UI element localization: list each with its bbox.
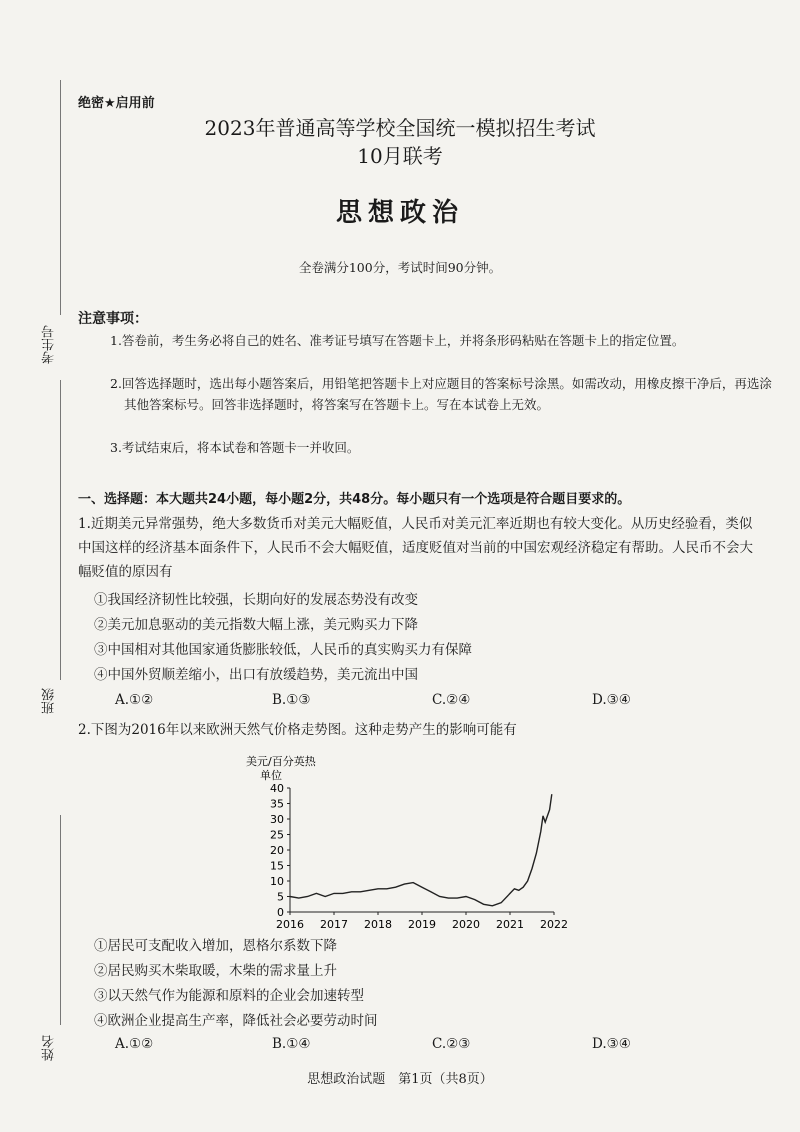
exam-no-label: 考生号 [42,325,57,364]
note-item: 3.考试结束后，将本试卷和答题卡一并收回。 [110,440,360,455]
y-tick-label: 40 [270,782,284,795]
y-tick-label: 15 [270,859,284,873]
q2-item: ④欧洲企业提高生产率，降低社会必要劳动时间 [94,1013,378,1029]
chart-ylabel: 美元/百分英热 [246,755,316,768]
section-heading: 一、选择题：本大题共24小题，每小题2分，共48分。每小题只有一个选项是符合题目要求的。 [78,492,631,507]
confidential-label: 绝密★启用前 [78,96,155,111]
q1-option-b[interactable]: B.①③ [272,692,311,708]
q1-item: ④中国外贸顺差缩小，出口有放缓趋势，美元流出中国 [94,667,418,683]
q2-item: ②居民购买木柴取暖，木柴的需求量上升 [94,963,337,979]
class-label: 班级 [42,688,57,714]
q2-option-a[interactable]: A.①② [115,1036,154,1052]
y-tick-label: 30 [270,813,284,826]
y-tick-label: 25 [270,828,284,842]
binding-line [60,380,61,680]
x-tick-label: 2016 [276,918,304,931]
exam-subtitle: 10月联考 [357,144,443,168]
q2-item: ③以天然气作为能源和原料的企业会加速转型 [94,988,364,1004]
x-tick-label: 2022 [540,918,568,931]
exam-title: 2023年普通高等学校全国统一模拟招生考试 [204,116,596,140]
y-tick-label: 5 [277,890,284,904]
exam-meta: 全卷满分100分，考试时间90分钟。 [298,260,502,275]
chart-ylabel-unit: 单位 [260,769,282,782]
y-tick-label: 35 [270,797,284,811]
x-tick-label: 2019 [408,918,436,931]
y-tick-label: 20 [270,844,284,857]
x-tick-label: 2020 [452,918,480,931]
note-item: 1.答卷前，考生务必将自己的姓名、准考证号填写在答题卡上，并将条形码粘贴在答题卡上的指定位置。 [110,333,685,348]
q1-option-c[interactable]: C.②④ [432,692,471,708]
binding-line [60,80,61,315]
q2-option-b[interactable]: B.①④ [272,1036,311,1052]
q1-item: ②美元加息驱动的美元指数大幅上涨，美元购买力下降 [94,617,418,633]
q1-option-a[interactable]: A.①② [115,692,154,708]
y-tick-label: 10 [270,875,284,888]
q1-item: ③中国相对其他国家通货膨胀较低，人民币的真实购买力有保障 [94,642,472,658]
binding-line [60,815,61,1025]
note-item: 2.回答选择题时，选出每小题答案后，用铅笔把答题卡上对应题目的答案标号涂黑。如需改动，用橡皮擦干净后，再选涂其他答案标号。回答非选择题时，将答案写在答题卡上。写在本试卷上无效。 [110,376,772,412]
notes-heading: 注意事项： [78,311,148,327]
q2-item: ①居民可支配收入增加，恩格尔系数下降 [94,938,337,954]
subject-title: 思想政治 [335,198,464,228]
q2-stem: 2.下图为2016年以来欧洲天然气价格走势图。这种走势产生的影响可能有 [78,722,517,738]
q2-option-d[interactable]: D.③④ [592,1036,631,1052]
x-tick-label: 2017 [320,918,348,931]
page-footer: 思想政治试题 第1页（共8页） [307,1072,493,1087]
y-tick-label: 0 [277,906,284,919]
q1-stem: 1.近期美元异常强势，绝大多数货币对美元大幅贬值，人民币对美元汇率近期也有较大变化。从历史经验看，类似中国这样的经济基本面条件下，人民币不会大幅贬值，适度贬值对当前的中国宏观经济稳定有帮助。人民币不会大幅贬值的原因有 [78,516,753,580]
x-tick-label: 2021 [496,918,524,931]
gas-price-chart [240,752,580,937]
x-tick-label: 2018 [364,918,392,931]
price-line [290,794,552,906]
q1-option-d[interactable]: D.③④ [592,692,631,708]
q2-option-c[interactable]: C.②③ [432,1036,471,1052]
q1-item: ①我国经济韧性比较强，长期向好的发展态势没有改变 [94,592,418,608]
name-label: 姓名 [42,1035,57,1061]
